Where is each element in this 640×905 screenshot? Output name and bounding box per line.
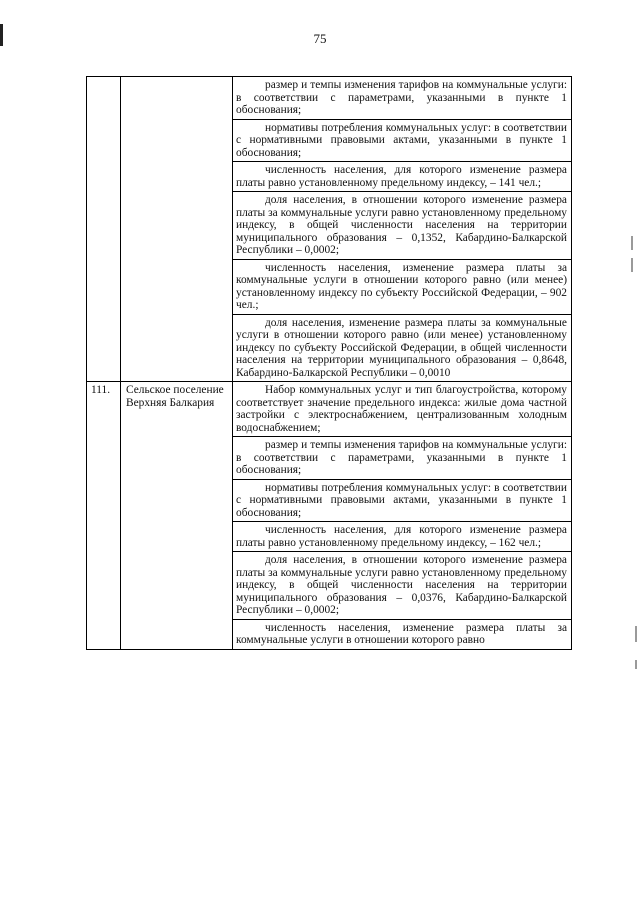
row-number: 111. <box>91 384 111 396</box>
row-number <box>87 77 120 79</box>
table-row <box>87 382 572 650</box>
parameters-cell <box>233 382 572 650</box>
scan-edge-mark-right <box>631 236 633 250</box>
parameter-paragraph: численность населения, изменение размера платы за коммунальные услуги в отношении которого равно <box>236 621 567 646</box>
parameter-paragraph: численность населения, для которого изменение размера платы равно установленному предельному индексу, – 162 чел.; <box>233 522 571 552</box>
parameter-paragraph: нормативы потребления коммунальных услуг: в соответствии с нормативными правовыми актами, указанными в пункте 1 обоснования; <box>233 480 571 523</box>
parameter-paragraph: доля населения, в отношении которого изменение размера платы за коммунальные услуги равно установленному предельному индексу, в общей численности населения на территории муниципального образования – 0,1352, Кабардино-Балкарской Республики – 0,0002; <box>233 192 571 260</box>
parameter-paragraph: размер и темпы изменения тарифов на коммунальные услуги: в соответствии с параметрами, указанными в пункте 1 обоснования; <box>233 437 571 480</box>
scan-edge-mark-right <box>631 258 633 272</box>
settlement-name-cell <box>121 382 233 650</box>
scan-edge-mark-right <box>635 626 637 642</box>
document-table <box>86 76 572 650</box>
settlement-name: Сельское поселение Верхняя Балкария <box>126 384 224 409</box>
parameter-paragraph: численность населения, для которого изменение размера платы равно установленному предельному индексу, – 141 чел.; <box>233 162 571 192</box>
parameter-paragraph: размер и темпы изменения тарифов на коммунальные услуги: в соответствии с параметрами, указанными в пункте 1 обоснования; <box>233 77 571 120</box>
settlement-name <box>121 77 232 79</box>
table-row <box>87 77 572 382</box>
parameters-cell <box>233 77 572 382</box>
parameter-paragraph: доля населения, в отношении которого изменение размера платы за коммунальные услуги равно установленному предельному индексу, в общей численности населения на территории муниципального образования – 0,0376, Кабардино-Балкарской Республики – 0,0002; <box>233 552 571 620</box>
settlement-name-cell <box>121 77 233 382</box>
row-number-cell <box>87 382 121 650</box>
parameter-paragraph: нормативы потребления коммунальных услуг: в соответствии с нормативными правовыми актами, указанными в пункте 1 обоснования; <box>233 120 571 163</box>
scan-edge-mark-right <box>635 660 637 669</box>
parameter-paragraph: численность населения, изменение размера платы за коммунальные услуги в отношении которого равно (или менее) установленному индексу по субъекту Российской Федерации, – 902 чел.; <box>233 260 571 315</box>
parameter-paragraph: Набор коммунальных услуг и тип благоустройства, которому соответствует значение предельного индекса: жилые дома частной застройки с электроснабжением, централизованным холодным водоснабжением; <box>233 382 571 437</box>
parameter-paragraph: доля населения, изменение размера платы за коммунальные услуги в отношении которого равно (или менее) установленному индексу по субъекту Российской Федерации, в общей численности населения на территории муниципального образования – 0,8648, Кабардино-Балкарской Республики – 0,0010 <box>236 316 567 379</box>
page-number: 75 <box>313 31 327 46</box>
scan-edge-mark <box>0 24 3 46</box>
row-number-cell <box>87 77 121 382</box>
